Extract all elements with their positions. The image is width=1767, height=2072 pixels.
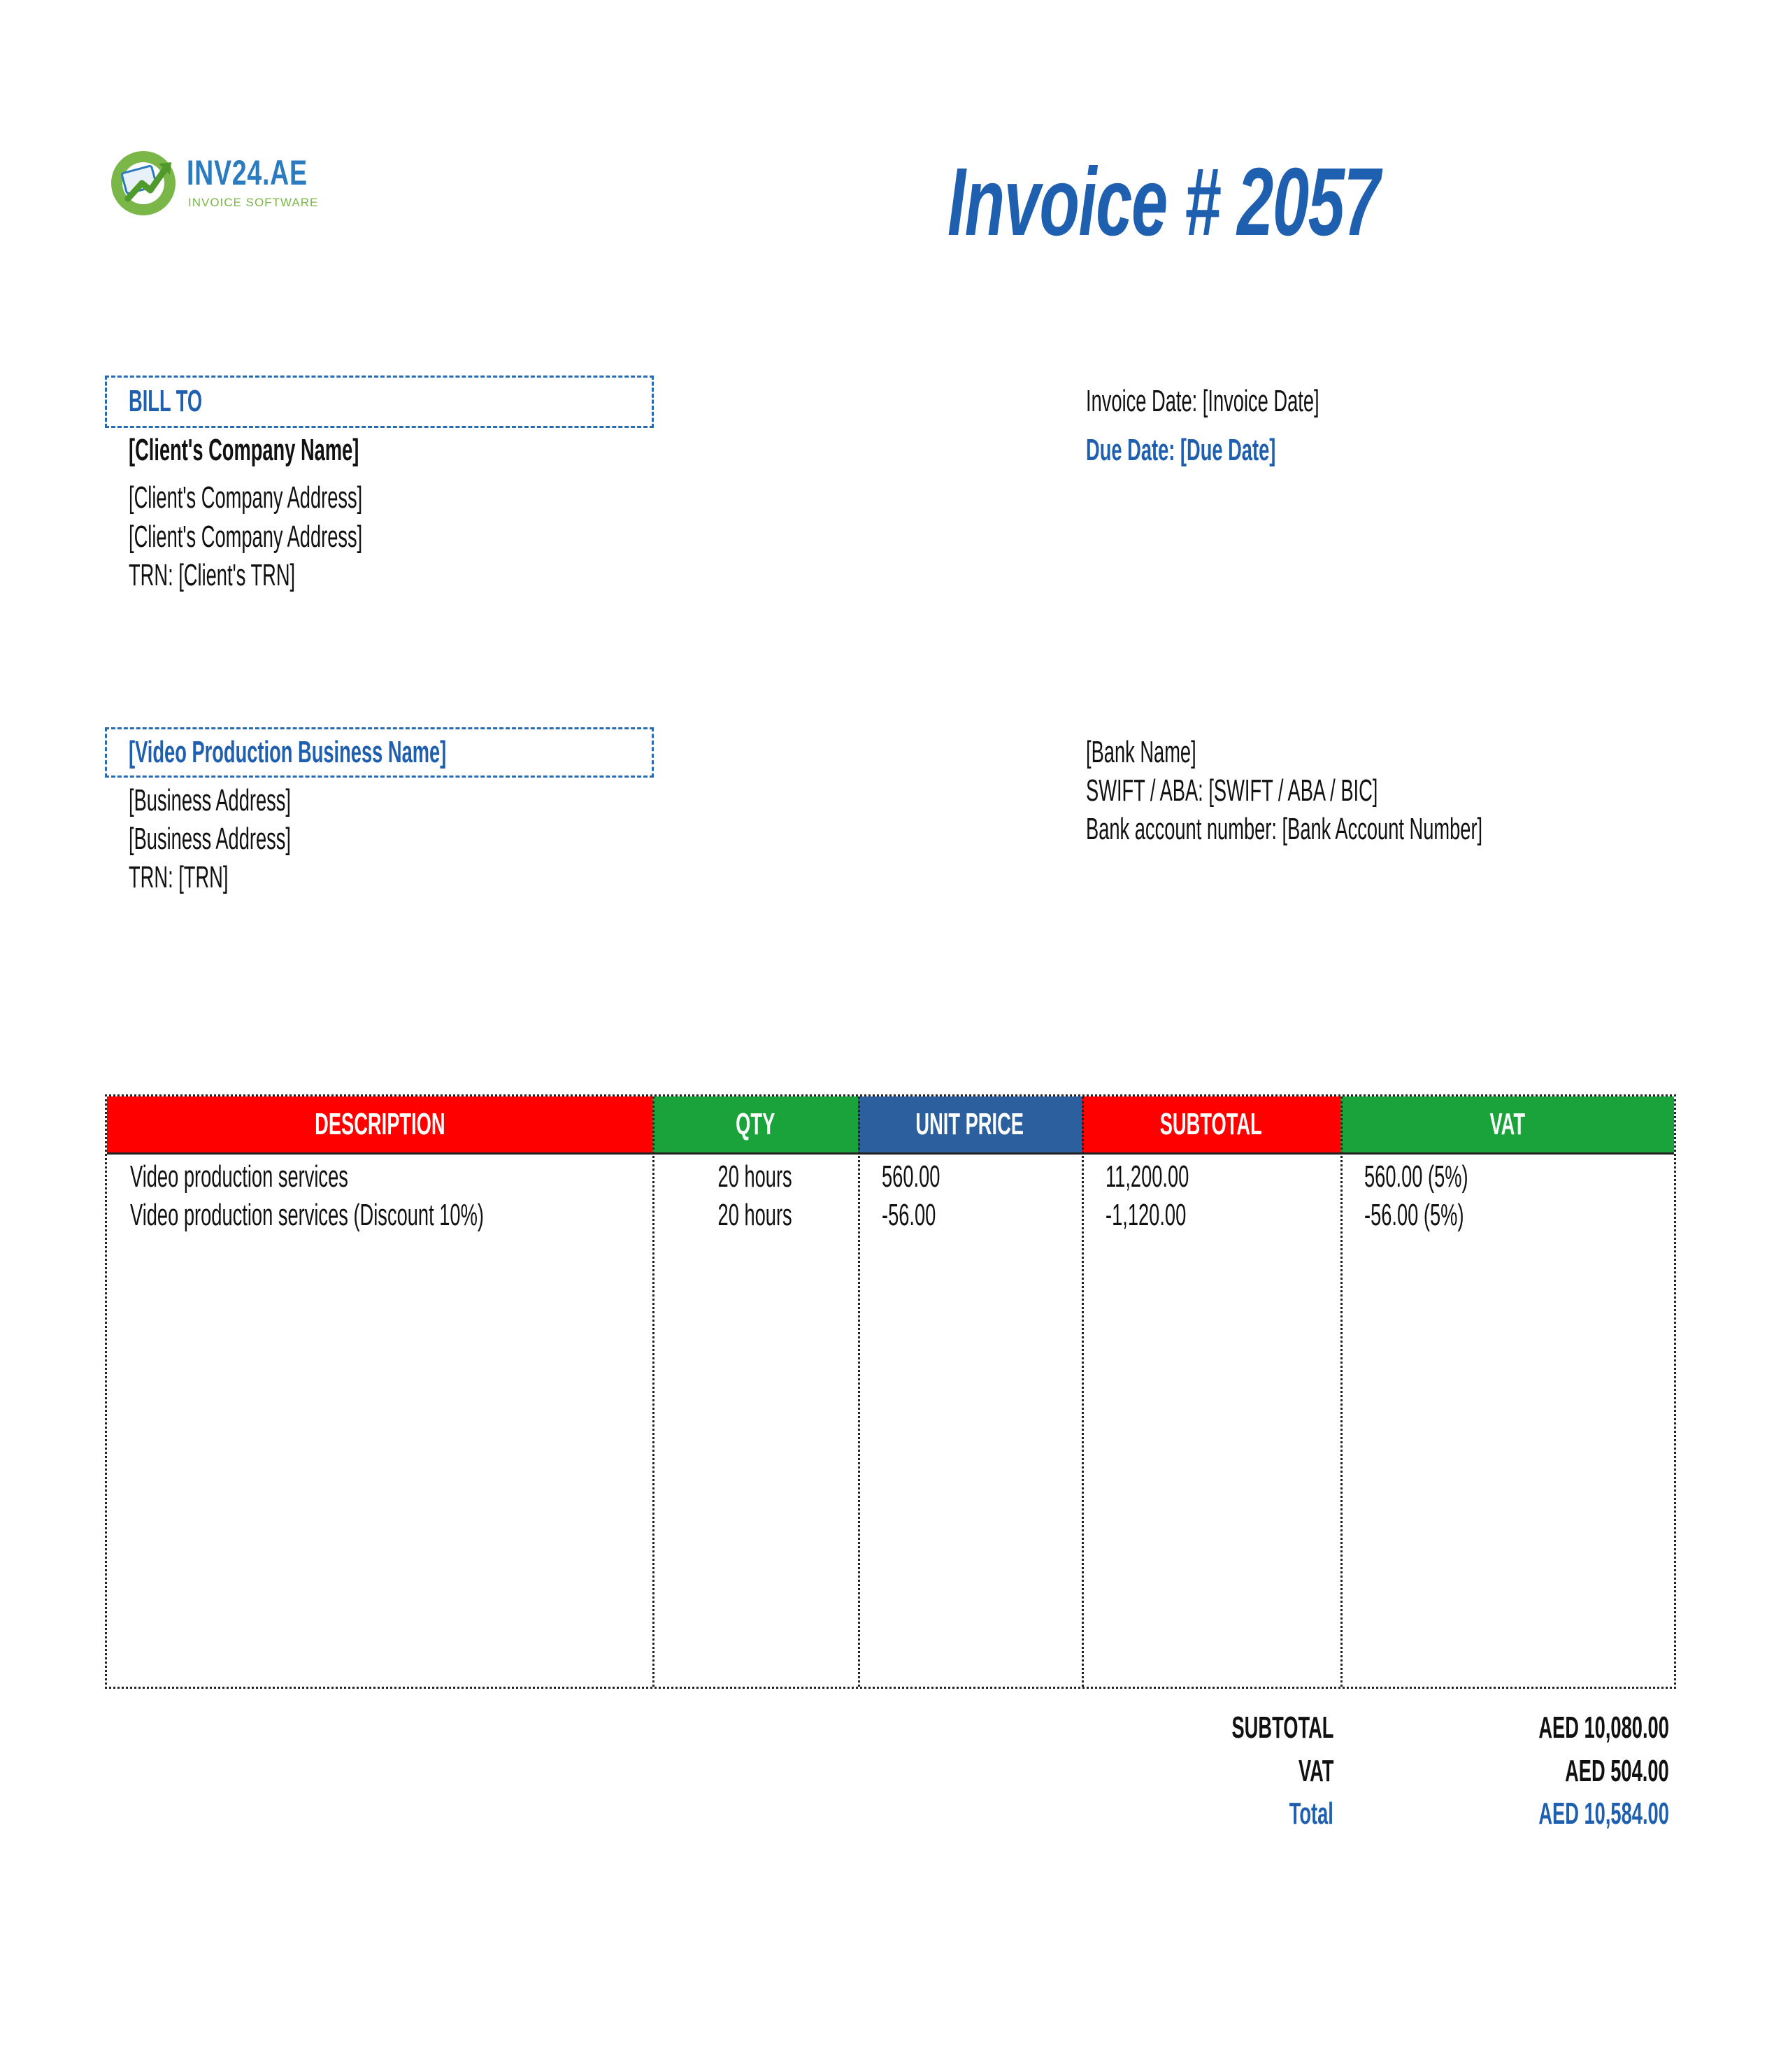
bill-to-heading: BILL TO xyxy=(129,384,203,418)
business-name: [Video Production Business Name] xyxy=(129,735,447,769)
bank-swift: SWIFT / ABA: [SWIFT / ABA / BIC] xyxy=(1086,773,1378,808)
invoice-title: Invoice # 2057 xyxy=(947,148,1380,256)
due-date: Due Date: [Due Date] xyxy=(1086,433,1276,467)
header-divider xyxy=(107,1152,1674,1155)
logo-name: INV24.AE xyxy=(187,153,308,192)
vat-value: AED 504.00 xyxy=(1565,1754,1669,1788)
client-company-name: [Client's Company Name] xyxy=(129,433,359,467)
column-divider xyxy=(858,1096,860,1687)
logo-tagline: INVOICE SOFTWARE xyxy=(188,196,319,209)
company-logo xyxy=(108,148,318,218)
header-qty: QTY xyxy=(652,1096,858,1152)
items-table xyxy=(105,1094,1676,1689)
bank-name: [Bank Name] xyxy=(1086,735,1196,769)
business-address-1: [Business Address] xyxy=(129,783,292,817)
row-description: Video production services xyxy=(130,1159,348,1194)
header-vat: VAT xyxy=(1340,1096,1674,1152)
logo-icon xyxy=(108,148,178,218)
header-unit-price: UNIT PRICE xyxy=(858,1096,1082,1152)
column-divider xyxy=(1082,1096,1084,1687)
row-unit-price: -56.00 xyxy=(882,1198,936,1232)
table-row xyxy=(130,1157,482,1196)
row-description: Video production services (Discount 10%) xyxy=(130,1198,484,1232)
row-qty: 20 hours xyxy=(717,1198,793,1232)
invoice-date: Invoice Date: [Invoice Date] xyxy=(1086,384,1319,418)
row-subtotal: -1,120.00 xyxy=(1106,1198,1187,1232)
client-address-2: [Client's Company Address] xyxy=(129,520,363,554)
row-subtotal: 11,200.00 xyxy=(1106,1159,1189,1194)
column-divider xyxy=(1340,1096,1343,1687)
header-subtotal: SUBTOTAL xyxy=(1082,1096,1340,1152)
client-address-1: [Client's Company Address] xyxy=(129,480,363,515)
vat-label: VAT xyxy=(1298,1754,1333,1788)
row-qty: 20 hours xyxy=(717,1159,793,1194)
bank-account: Bank account number: [Bank Account Number] xyxy=(1086,812,1483,846)
header-description: DESCRIPTION xyxy=(107,1096,652,1152)
business-address-2: [Business Address] xyxy=(129,822,292,856)
total-value: AED 10,584.00 xyxy=(1538,1796,1669,1831)
table-row xyxy=(130,1196,701,1235)
client-trn: TRN: [Client's TRN] xyxy=(129,558,296,592)
total-label: Total xyxy=(1289,1796,1333,1831)
row-vat: 560.00 (5%) xyxy=(1364,1159,1468,1194)
business-trn: TRN: [TRN] xyxy=(129,860,229,894)
row-unit-price: 560.00 xyxy=(882,1159,940,1194)
subtotal-value: AED 10,080.00 xyxy=(1538,1710,1669,1745)
subtotal-label: SUBTOTAL xyxy=(1231,1710,1333,1745)
row-vat: -56.00 (5%) xyxy=(1364,1198,1464,1232)
